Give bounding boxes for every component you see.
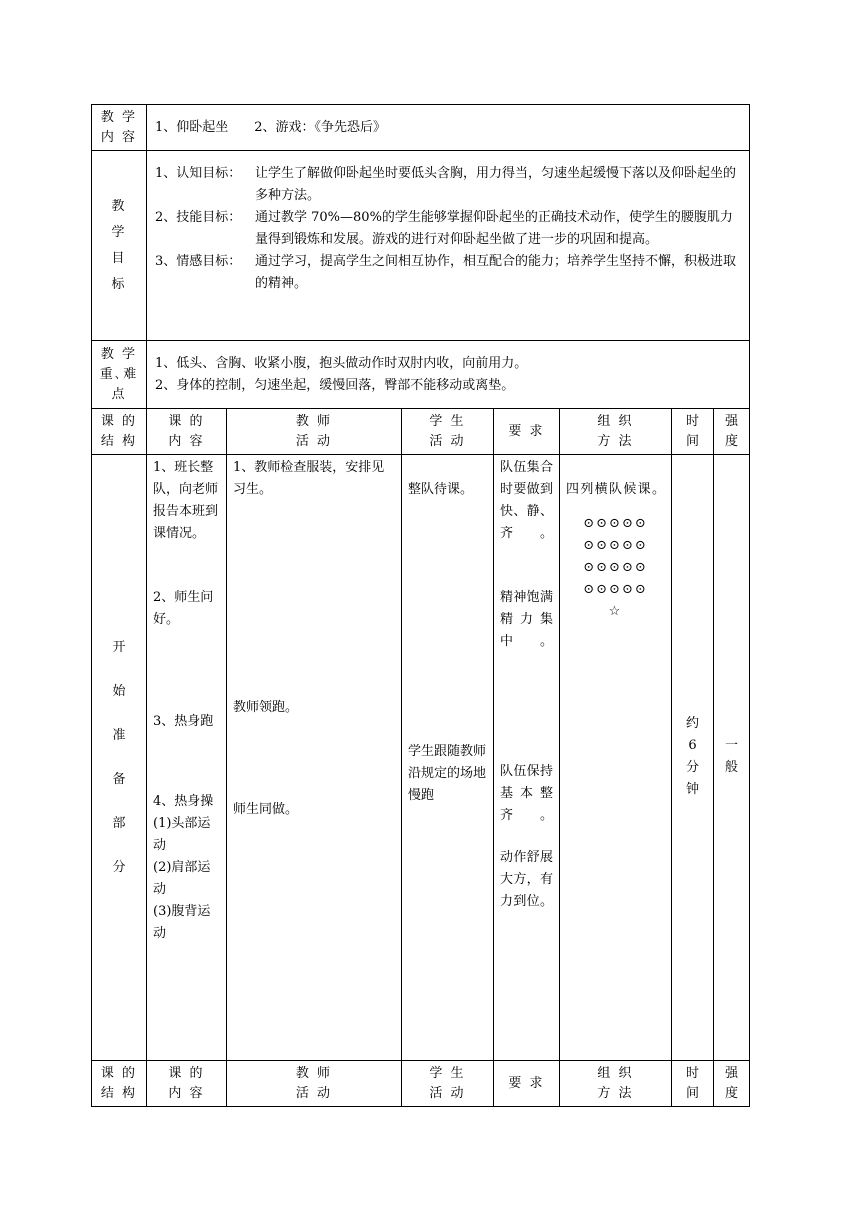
student-item-2: 学生跟随教师沿规定的场地慢跑 bbox=[408, 744, 487, 803]
require-item-4: 动作舒展大方，有力到位。 bbox=[500, 850, 553, 909]
key-point: 1、低头、含胸、收紧小腹，抱头做动作时双肘内收，向前用力。 bbox=[155, 355, 528, 371]
content-column bbox=[147, 455, 227, 1061]
time-column: 约 6 分 钟 bbox=[672, 455, 714, 1061]
header-org-2: 组 织 方 法 bbox=[560, 1061, 672, 1107]
key-points-cell bbox=[147, 341, 750, 409]
header-teacher: 教 师 活 动 bbox=[227, 409, 402, 455]
content-item-4b: (2)肩部运动 bbox=[153, 860, 211, 897]
content-item-3: 3、热身跑 bbox=[153, 714, 214, 729]
key-label: 教 学 重､难 点 bbox=[92, 341, 147, 409]
formation-row: ⊙⊙⊙⊙⊙ bbox=[583, 560, 648, 575]
lesson-plan-table bbox=[91, 104, 750, 1107]
header-org: 组 织 方 法 bbox=[560, 409, 672, 455]
goal-cognitive: 1、认知目标： 让学生了解做仰卧起坐时要低头含胸，用力得当，匀速坐起缓慢下落以及仰卧起坐的多种方法。 bbox=[155, 166, 737, 203]
teacher-item-1: 1、教师检查服装，安排见习生。 bbox=[233, 460, 385, 497]
header-student-2: 学 生 活 动 bbox=[402, 1061, 494, 1107]
require-item-3: 队伍保持基本整齐。 bbox=[500, 764, 553, 823]
content-item-4: 4、热身操 bbox=[153, 794, 214, 809]
require-item-1: 队伍集合时要做到快、静、齐。 bbox=[500, 460, 553, 541]
goals-cell bbox=[147, 151, 750, 341]
header-time-2: 时 间 bbox=[672, 1061, 714, 1107]
header-intensity: 强 度 bbox=[714, 409, 750, 455]
content-text: 1、仰卧起坐 2、游戏：《争先恐后》 bbox=[147, 105, 750, 151]
header-require-2: 要 求 bbox=[494, 1061, 560, 1107]
goals-label: 教 学 目 标 bbox=[92, 151, 147, 341]
content-item-4a: (1)头部运动 bbox=[153, 816, 211, 853]
content-item-2: 2、师生问好。 bbox=[153, 590, 214, 627]
intensity-column: 一 般 bbox=[714, 455, 750, 1061]
teacher-column bbox=[227, 455, 402, 1061]
teacher-item-3: 师生同做。 bbox=[233, 802, 299, 817]
header-teacher-2: 教 师 活 动 bbox=[227, 1061, 402, 1107]
lesson-plan-table-wrap bbox=[91, 104, 749, 1107]
require-column bbox=[494, 455, 560, 1061]
header-structure: 课 的 结 构 bbox=[92, 409, 147, 455]
teacher-item-2: 教师领跑。 bbox=[233, 700, 299, 715]
student-column bbox=[402, 455, 494, 1061]
require-item-2: 精神饱满精力集中。 bbox=[500, 590, 553, 649]
content-item-4c: (3)腹背运动 bbox=[153, 904, 211, 941]
content-label: 教 学 内 容 bbox=[92, 105, 147, 151]
header-content-2: 课 的 内 容 bbox=[147, 1061, 227, 1107]
formation-diagram bbox=[566, 513, 665, 623]
header-student: 学 生 活 动 bbox=[402, 409, 494, 455]
formation-row: ⊙⊙⊙⊙⊙ bbox=[583, 538, 648, 553]
header-require: 要 求 bbox=[494, 409, 560, 455]
header-intensity-2: 强 度 bbox=[714, 1061, 750, 1107]
goal-skill: 2、技能目标： 通过教学 70%—80%的学生能够掌握仰卧起坐的正确技术动作，使学生的腰腹肌力量得到锻炼和发展。游戏的进行对仰卧起坐做了进一步的巩固和提高。 bbox=[155, 210, 733, 247]
teacher-star-icon: ☆ bbox=[608, 604, 623, 619]
student-item-1: 整队待课。 bbox=[408, 482, 474, 497]
goal-affective: 3、情感目标： 通过学习，提高学生之间相互协作，相互配合的能力；培养学生坚持不懈，积极进取的精神。 bbox=[155, 254, 737, 291]
key-point: 2、身体的控制，匀速坐起，缓慢回落，臀部不能移动或离垫。 bbox=[155, 377, 515, 393]
org-column bbox=[560, 455, 672, 1061]
content-item-1: 1、班长整队，向老师报告本班到课情况。 bbox=[153, 460, 219, 541]
header-structure-2: 课 的 结 构 bbox=[92, 1061, 147, 1107]
formation-row: ⊙⊙⊙⊙⊙ bbox=[583, 516, 648, 531]
header-time: 时 间 bbox=[672, 409, 714, 455]
section-label: 开 始 准 备 部 分 bbox=[92, 455, 147, 1061]
org-item-1: 四列横队候课。 bbox=[566, 482, 665, 497]
header-content: 课 的 内 容 bbox=[147, 409, 227, 455]
formation-row: ⊙⊙⊙⊙⊙ bbox=[583, 582, 648, 597]
